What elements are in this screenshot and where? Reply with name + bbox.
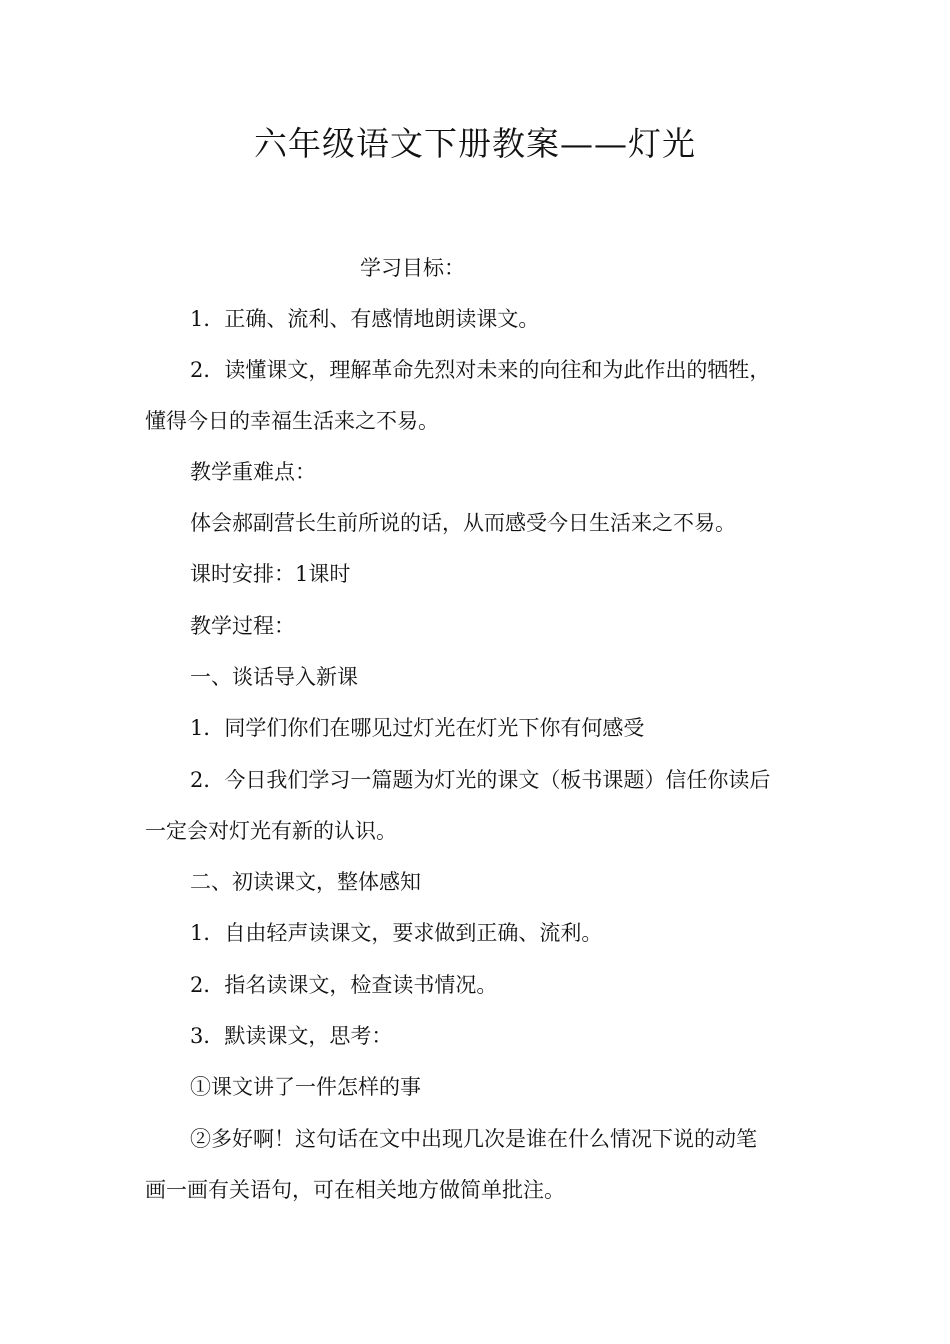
objective-2-line-1: 2．读懂课文，理解革命先烈对未来的向往和为此作出的牺牲， (190, 358, 771, 382)
section-2-item-3: 3．默读课文，思考： (190, 1024, 393, 1048)
objective-2-line-2: 懂得今日的幸福生活来之不易。 (145, 409, 439, 433)
section-2-item-2: 2．指名读课文，检查读书情况。 (190, 973, 498, 997)
key-points-heading: 教学重难点： (190, 460, 316, 484)
section-1-item-1: 1．同学们你们在哪见过灯光在灯光下你有何感受 (190, 716, 645, 740)
question-1: ①课文讲了一件怎样的事 (190, 1075, 421, 1099)
question-2-line-2: 画一画有关语句，可在相关地方做简单批注。 (145, 1178, 565, 1202)
process-heading: 教学过程： (190, 614, 295, 638)
section-1-item-2-line-2: 一定会对灯光有新的认识。 (145, 819, 397, 843)
objective-1: 1．正确、流利、有感情地朗读课文。 (190, 307, 540, 331)
question-2-line-1: ②多好啊！这句话在文中出现几次是谁在什么情况下说的动笔 (190, 1127, 757, 1151)
objectives-heading: 学习目标： (360, 256, 465, 280)
section-2-heading: 二、初读课文，整体感知 (190, 870, 421, 894)
section-1-heading: 一、谈话导入新课 (190, 665, 358, 689)
schedule-text: 课时安排：1课时 (190, 562, 351, 586)
document-title: 六年级语文下册教案——灯光 (254, 124, 696, 163)
section-2-item-1: 1．自由轻声读课文，要求做到正确、流利。 (190, 921, 603, 945)
section-1-item-2-line-1: 2．今日我们学习一篇题为灯光的课文（板书课题）信任你读后 (190, 768, 771, 792)
key-points-text: 体会郝副营长生前所说的话，从而感受今日生活来之不易。 (190, 511, 736, 535)
